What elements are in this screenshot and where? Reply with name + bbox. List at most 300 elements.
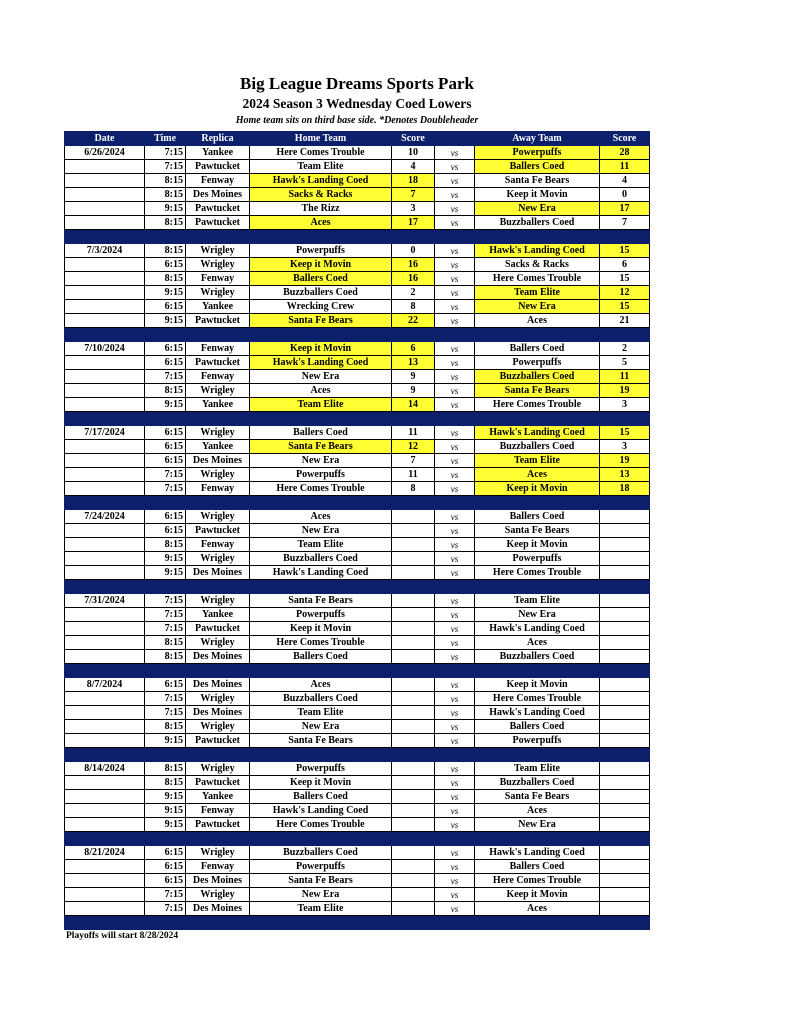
game-field: Pawtucket [186,622,250,636]
vs-label: vs [435,146,475,160]
home-team: Santa Fe Bears [250,314,392,328]
home-team: Here Comes Trouble [250,146,392,160]
game-field: Des Moines [186,902,250,916]
away-score: 21 [600,314,650,328]
away-team: Buzzballers Coed [475,216,600,230]
game-date [65,790,145,804]
game-row [65,510,650,524]
game-row [65,720,650,734]
game-time: 9:15 [145,398,186,412]
game-time: 8:15 [145,188,186,202]
game-time: 9:15 [145,566,186,580]
vs-label: vs [435,202,475,216]
home-score: 11 [392,426,435,440]
game-date [65,370,145,384]
game-field: Wrigley [186,552,250,566]
game-field: Pawtucket [186,216,250,230]
away-score: 11 [600,160,650,174]
away-score [600,776,650,790]
game-row [65,202,650,216]
away-score: 19 [600,384,650,398]
home-team: Hawk's Landing Coed [250,356,392,370]
game-field: Wrigley [186,426,250,440]
away-score: 15 [600,272,650,286]
away-team: Team Elite [475,286,600,300]
game-row [65,678,650,692]
game-date [65,734,145,748]
home-score: 16 [392,258,435,272]
vs-label: vs [435,468,475,482]
week-separator-bar [65,412,650,426]
game-row [65,734,650,748]
game-row [65,272,650,286]
week-separator-bar [65,832,650,846]
game-date [65,258,145,272]
home-team: Team Elite [250,398,392,412]
game-date: 7/17/2024 [65,426,145,440]
week-separator-bar [65,580,650,594]
game-date [65,398,145,412]
away-team: Aces [475,636,600,650]
game-field: Yankee [186,146,250,160]
home-team: Team Elite [250,160,392,174]
home-score: 9 [392,384,435,398]
away-score: 19 [600,454,650,468]
vs-label: vs [435,272,475,286]
game-time: 6:15 [145,510,186,524]
header-home-score: Score [392,132,435,146]
game-time: 8:15 [145,174,186,188]
home-score [392,524,435,538]
home-team: Team Elite [250,902,392,916]
away-score [600,524,650,538]
home-team: Team Elite [250,706,392,720]
home-score [392,594,435,608]
away-team: New Era [475,608,600,622]
game-row [65,846,650,860]
game-field: Des Moines [186,566,250,580]
away-team: Ballers Coed [475,860,600,874]
vs-label: vs [435,426,475,440]
game-time: 8:15 [145,776,186,790]
away-score [600,692,650,706]
away-score [600,552,650,566]
away-score [600,650,650,664]
game-field: Des Moines [186,678,250,692]
game-row [65,174,650,188]
vs-label: vs [435,552,475,566]
home-score: 10 [392,146,435,160]
vs-label: vs [435,594,475,608]
home-team: Powerpuffs [250,468,392,482]
away-score: 2 [600,342,650,356]
away-team: Sacks & Racks [475,258,600,272]
game-date [65,440,145,454]
game-field: Yankee [186,398,250,412]
home-score [392,566,435,580]
game-row [65,160,650,174]
vs-label: vs [435,454,475,468]
home-team: Santa Fe Bears [250,874,392,888]
game-date [65,286,145,300]
game-row [65,524,650,538]
home-score [392,510,435,524]
home-score: 8 [392,482,435,496]
game-date [65,552,145,566]
game-date: 8/14/2024 [65,762,145,776]
away-score [600,804,650,818]
game-time: 6:15 [145,258,186,272]
game-row [65,440,650,454]
home-score [392,860,435,874]
vs-label: vs [435,314,475,328]
away-team: Here Comes Trouble [475,272,600,286]
game-time: 7:15 [145,160,186,174]
game-date [65,902,145,916]
header-away-score: Score [600,132,650,146]
away-team: Buzzballers Coed [475,370,600,384]
page-note: Home team sits on third base side. *Denotes Doubleheader [235,115,479,126]
game-date [65,888,145,902]
home-score [392,720,435,734]
game-row [65,286,650,300]
game-field: Wrigley [186,258,250,272]
home-team: Powerpuffs [250,762,392,776]
game-field: Yankee [186,790,250,804]
away-team: Powerpuffs [475,356,600,370]
vs-label: vs [435,804,475,818]
away-score: 7 [600,216,650,230]
vs-label: vs [435,874,475,888]
home-team: Powerpuffs [250,608,392,622]
home-score [392,874,435,888]
game-row [65,426,650,440]
away-score [600,888,650,902]
week-separator-bar [65,496,650,510]
game-field: Pawtucket [186,314,250,328]
header-date: Date [65,132,145,146]
away-team: Ballers Coed [475,720,600,734]
game-date [65,300,145,314]
game-row [65,902,650,916]
game-time: 9:15 [145,804,186,818]
game-field: Fenway [186,482,250,496]
home-team: Ballers Coed [250,650,392,664]
game-date [65,720,145,734]
vs-label: vs [435,860,475,874]
game-row [65,468,650,482]
home-team: Santa Fe Bears [250,734,392,748]
game-date [65,314,145,328]
away-score: 15 [600,244,650,258]
game-field: Fenway [186,370,250,384]
away-team: Hawk's Landing Coed [475,244,600,258]
game-field: Fenway [186,272,250,286]
game-time: 8:15 [145,244,186,258]
game-field: Wrigley [186,888,250,902]
game-time: 6:15 [145,356,186,370]
home-team: Ballers Coed [250,272,392,286]
away-score: 11 [600,370,650,384]
away-score: 3 [600,440,650,454]
game-row [65,650,650,664]
away-team: Powerpuffs [475,146,600,160]
vs-label: vs [435,902,475,916]
game-date [65,174,145,188]
game-date: 7/3/2024 [65,244,145,258]
away-team: Here Comes Trouble [475,398,600,412]
away-team: New Era [475,300,600,314]
game-date: 8/21/2024 [65,846,145,860]
away-team: Aces [475,468,600,482]
game-field: Pawtucket [186,524,250,538]
vs-label: vs [435,720,475,734]
game-date [65,706,145,720]
vs-label: vs [435,188,475,202]
game-date [65,636,145,650]
away-score: 6 [600,258,650,272]
home-team: Keep it Movin [250,776,392,790]
game-row [65,636,650,650]
game-row [65,552,650,566]
game-date: 6/26/2024 [65,146,145,160]
game-time: 7:15 [145,594,186,608]
away-team: Aces [475,804,600,818]
page-title: Big League Dreams Sports Park [240,74,474,93]
home-team: Here Comes Trouble [250,482,392,496]
game-date [65,160,145,174]
home-team: Ballers Coed [250,426,392,440]
away-score: 15 [600,426,650,440]
home-team: Powerpuffs [250,860,392,874]
vs-label: vs [435,790,475,804]
game-row [65,790,650,804]
game-field: Yankee [186,440,250,454]
home-score: 8 [392,300,435,314]
away-team: Hawk's Landing Coed [475,622,600,636]
game-time: 9:15 [145,202,186,216]
home-score: 18 [392,174,435,188]
home-score [392,888,435,902]
game-date [65,874,145,888]
game-row [65,146,650,160]
game-time: 7:15 [145,370,186,384]
game-row [65,888,650,902]
away-team: Buzzballers Coed [475,776,600,790]
game-time: 8:15 [145,650,186,664]
vs-label: vs [435,174,475,188]
game-date [65,776,145,790]
vs-label: vs [435,692,475,706]
vs-label: vs [435,482,475,496]
home-team: Ballers Coed [250,790,392,804]
away-score [600,538,650,552]
game-row [65,384,650,398]
away-team: Keep it Movin [475,888,600,902]
vs-label: vs [435,538,475,552]
home-team: New Era [250,888,392,902]
game-row [65,356,650,370]
away-score [600,734,650,748]
home-score [392,706,435,720]
header-away-team: Away Team [475,132,600,146]
home-team: Buzzballers Coed [250,846,392,860]
game-row [65,482,650,496]
home-score [392,692,435,706]
game-row [65,622,650,636]
game-field: Yankee [186,300,250,314]
game-date [65,216,145,230]
vs-label: vs [435,524,475,538]
game-time: 6:15 [145,860,186,874]
game-date [65,608,145,622]
away-team: Buzzballers Coed [475,440,600,454]
home-score [392,846,435,860]
away-team: Powerpuffs [475,734,600,748]
week-separator-bar [65,748,650,762]
away-score [600,510,650,524]
game-time: 6:15 [145,440,186,454]
game-time: 9:15 [145,818,186,832]
away-team: New Era [475,202,600,216]
home-score: 13 [392,356,435,370]
game-date [65,272,145,286]
away-team: Aces [475,314,600,328]
home-score: 2 [392,286,435,300]
away-team: Hawk's Landing Coed [475,706,600,720]
game-row [65,244,650,258]
away-score: 12 [600,286,650,300]
game-row [65,314,650,328]
away-team: Keep it Movin [475,482,600,496]
game-date [65,356,145,370]
game-row [65,258,650,272]
header-time: Time [145,132,186,146]
away-score [600,594,650,608]
game-date [65,692,145,706]
game-time: 8:15 [145,538,186,552]
away-score [600,706,650,720]
header-home-team: Home Team [250,132,392,146]
vs-label: vs [435,608,475,622]
home-team: The Rizz [250,202,392,216]
home-team: Santa Fe Bears [250,594,392,608]
away-team: Buzzballers Coed [475,650,600,664]
game-time: 6:15 [145,454,186,468]
game-field: Wrigley [186,286,250,300]
game-field: Wrigley [186,594,250,608]
game-field: Fenway [186,860,250,874]
game-field: Fenway [186,342,250,356]
away-score: 0 [600,188,650,202]
home-team: New Era [250,720,392,734]
header-row [65,132,650,146]
game-time: 8:15 [145,272,186,286]
game-time: 7:15 [145,468,186,482]
home-team: Buzzballers Coed [250,286,392,300]
home-score [392,622,435,636]
away-team: Keep it Movin [475,538,600,552]
home-team: Aces [250,216,392,230]
game-date [65,566,145,580]
home-score: 17 [392,216,435,230]
game-row [65,538,650,552]
game-date [65,384,145,398]
week-separator [65,916,650,930]
game-row [65,342,650,356]
home-score: 16 [392,272,435,286]
game-time: 7:15 [145,622,186,636]
game-row [65,762,650,776]
home-team: Santa Fe Bears [250,440,392,454]
game-time: 7:15 [145,706,186,720]
home-score: 12 [392,440,435,454]
home-score [392,790,435,804]
game-field: Wrigley [186,846,250,860]
game-time: 7:15 [145,692,186,706]
game-date [65,860,145,874]
vs-label: vs [435,342,475,356]
game-time: 7:15 [145,482,186,496]
game-field: Wrigley [186,692,250,706]
week-separator [65,748,650,762]
game-row [65,692,650,706]
away-score [600,678,650,692]
game-date [65,622,145,636]
header-replica: Replica [186,132,250,146]
game-field: Des Moines [186,188,250,202]
game-field: Fenway [186,538,250,552]
game-field: Yankee [186,608,250,622]
away-team: Hawk's Landing Coed [475,846,600,860]
game-row [65,860,650,874]
game-row [65,804,650,818]
game-date [65,804,145,818]
away-team: Santa Fe Bears [475,174,600,188]
away-score: 28 [600,146,650,160]
game-date: 7/31/2024 [65,594,145,608]
vs-label: vs [435,622,475,636]
game-time: 6:15 [145,874,186,888]
game-date: 8/7/2024 [65,678,145,692]
home-score [392,762,435,776]
game-field: Des Moines [186,874,250,888]
vs-label: vs [435,258,475,272]
vs-label: vs [435,650,475,664]
away-score: 5 [600,356,650,370]
week-separator-bar [65,230,650,244]
home-score: 6 [392,342,435,356]
home-team: Keep it Movin [250,622,392,636]
away-score: 3 [600,398,650,412]
home-team: Hawk's Landing Coed [250,174,392,188]
game-date: 7/10/2024 [65,342,145,356]
away-team: Powerpuffs [475,552,600,566]
vs-label: vs [435,384,475,398]
away-score [600,818,650,832]
game-time: 8:15 [145,636,186,650]
home-score: 11 [392,468,435,482]
home-team: Powerpuffs [250,244,392,258]
home-score: 4 [392,160,435,174]
game-field: Pawtucket [186,776,250,790]
home-score [392,734,435,748]
game-date [65,818,145,832]
home-score: 3 [392,202,435,216]
vs-label: vs [435,734,475,748]
week-separator [65,328,650,342]
home-team: New Era [250,370,392,384]
